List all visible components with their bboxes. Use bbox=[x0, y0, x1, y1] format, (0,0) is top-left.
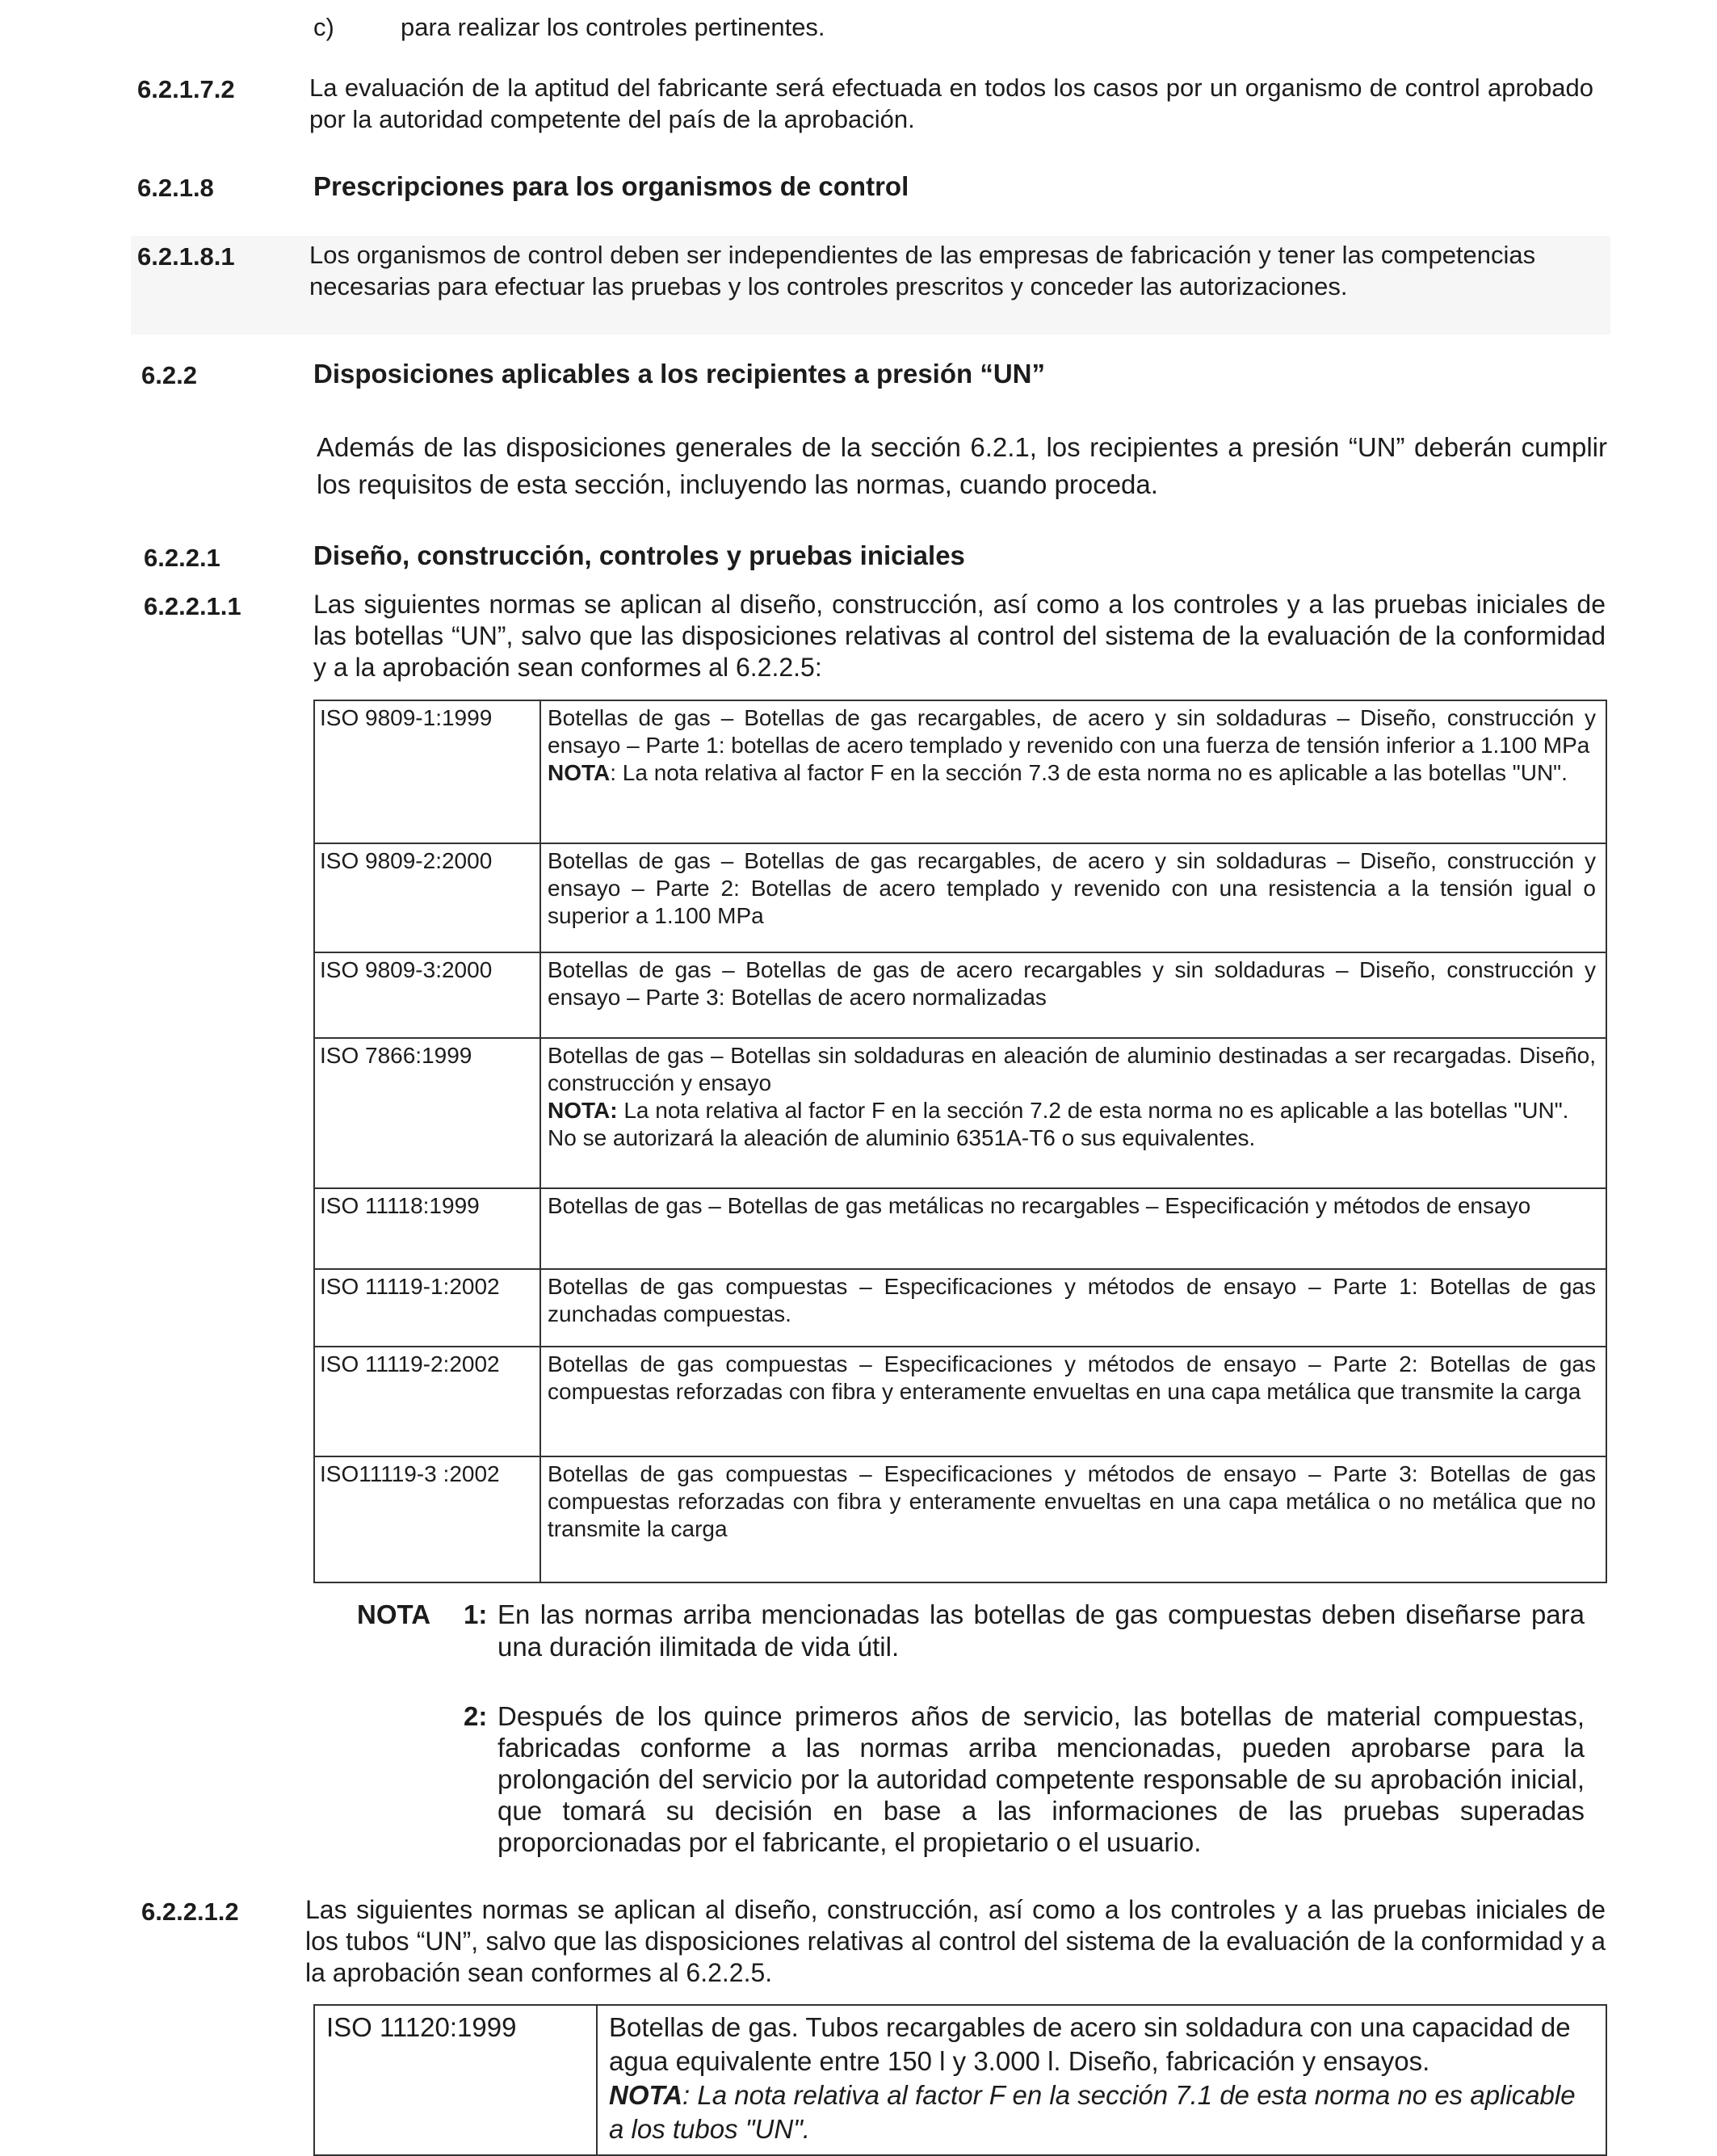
description-text: Botellas de gas – Botellas sin soldaduras en aleación de aluminio destinadas a ser recargadas. Diseño, construcción y ensayo bbox=[548, 1043, 1596, 1095]
note-text: : La nota relativa al factor F en la sección 7.1 de esta norma no es aplicable a los tubos "UN". bbox=[609, 2080, 1576, 2144]
standard-code: ISO 7866:1999 bbox=[314, 1038, 540, 1188]
standard-description bbox=[597, 2005, 1606, 2155]
description-text: Botellas de gas – Botellas de gas recargables, de acero y sin soldaduras – Diseño, construcción y ensayo – Parte 1: botellas de acero templado y revenido con una fuerza de tensión inferior a 1.100 MPa bbox=[548, 705, 1596, 758]
list-item-text: para realizar los controles pertinentes. bbox=[401, 13, 825, 41]
section-heading: Diseño, construcción, controles y pruebas iniciales bbox=[313, 540, 965, 570]
standard-description bbox=[540, 1038, 1606, 1188]
table-row bbox=[314, 1456, 1606, 1582]
note-label: NOTA bbox=[548, 760, 611, 785]
section-text: La evaluación de la aptitud del fabricante será efectuada en todos los casos por un organismo de control aprobado por la autoridad competente del país de la aprobación. bbox=[309, 74, 1593, 133]
standard-description bbox=[540, 700, 1606, 843]
standard-description: Botellas de gas – Botellas de gas metálicas no recargables – Especificación y métodos de ensayo bbox=[540, 1188, 1606, 1269]
standard-description: Botellas de gas compuestas – Especificaciones y métodos de ensayo – Parte 1: Botellas de gas zunchadas compuestas. bbox=[540, 1269, 1606, 1347]
standard-code: ISO 11119-1:2002 bbox=[314, 1269, 540, 1347]
section-number: 6.2.2.1.2 bbox=[141, 1898, 239, 1926]
note-text: : La nota relativa al factor F en la sección 7.3 de esta norma no es aplicable a las botellas "UN". bbox=[610, 760, 1568, 785]
section-number: 6.2.2.1.1 bbox=[144, 592, 241, 620]
standard-code: ISO 11119-2:2002 bbox=[314, 1347, 540, 1456]
standard-description: Botellas de gas compuestas – Especificaciones y métodos de ensayo – Parte 3: Botellas de gas compuestas reforzadas con fibra y enteramente envueltas en una capa metálica o no metálica que no transmite la carga bbox=[540, 1456, 1606, 1582]
table-row bbox=[314, 843, 1606, 952]
standard-code: ISO11119-3 :2002 bbox=[314, 1456, 540, 1582]
standards-table bbox=[313, 700, 1607, 1583]
section-heading: Prescripciones para los organismos de control bbox=[313, 171, 909, 201]
section-heading: Disposiciones aplicables a los recipientes a presión “UN” bbox=[313, 359, 1045, 389]
note-number: 2: bbox=[464, 1701, 488, 1731]
section-text: Las siguientes normas se aplican al diseño, construcción, así como a los controles y a las pruebas iniciales de las botellas “UN”, salvo que las disposiciones relativas al control del sistema de la evaluación de la conformidad y a la aprobación sean conformes al 6.2.2.5: bbox=[313, 590, 1606, 682]
table-row bbox=[314, 2005, 1606, 2155]
standard-code: ISO 11120:1999 bbox=[314, 2005, 597, 2155]
list-item-label: c) bbox=[313, 13, 334, 41]
table-row bbox=[314, 1188, 1606, 1269]
section-text: Los organismos de control deben ser independientes de las empresas de fabricación y tener las competencias necesarias para efectuar las pruebas y los controles prescritos y conceder las autorizaciones. bbox=[309, 241, 1536, 300]
standard-description: Botellas de gas compuestas – Especificaciones y métodos de ensayo – Parte 2: Botellas de gas compuestas reforzadas con fibra y enteramente envueltas en una capa metálica que transmite la carga bbox=[540, 1347, 1606, 1456]
standard-code: ISO 9809-1:1999 bbox=[314, 700, 540, 843]
note-text: En las normas arriba mencionadas las botellas de gas compuestas deben diseñarse para una duración ilimitada de vida útil. bbox=[497, 1599, 1585, 1662]
section-intro: Además de las disposiciones generales de la sección 6.2.1, los recipientes a presión “UN” deberán cumplir los requisitos de esta sección, incluyendo las normas, cuando proceda. bbox=[317, 432, 1607, 499]
note-heading: NOTA bbox=[357, 1599, 431, 1629]
table-row bbox=[314, 952, 1606, 1038]
standard-code: ISO 9809-3:2000 bbox=[314, 952, 540, 1038]
table-row bbox=[314, 1038, 1606, 1188]
section-number: 6.2.2.1 bbox=[144, 544, 220, 572]
note-text: Después de los quince primeros años de servicio, las botellas de material compuestas, fabricadas conforme a las normas arriba mencionadas, pueden aprobarse para la prolongación del servicio por la autoridad competente responsable de su aprobación inicial, que tomará su decisión en base a las informaciones de las pruebas superadas proporcionadas por el fabricante, el propietario o el usuario. bbox=[497, 1701, 1585, 1857]
extra-text: No se autorizará la aleación de aluminio 6351A-T6 o sus equivalentes. bbox=[548, 1125, 1256, 1150]
section-number: 6.2.1.8 bbox=[137, 174, 214, 202]
standard-code: ISO 9809-2:2000 bbox=[314, 843, 540, 952]
note-text: La nota relativa al factor F en la sección 7.2 de esta norma no es aplicable a las botellas "UN". bbox=[617, 1098, 1569, 1123]
section-number: 6.2.2 bbox=[141, 361, 197, 389]
standard-description: Botellas de gas – Botellas de gas de acero recargables y sin soldaduras – Diseño, construcción y ensayo – Parte 3: Botellas de acero normalizadas bbox=[540, 952, 1606, 1038]
note-label: NOTA: bbox=[548, 1098, 618, 1123]
section-number: 6.2.1.8.1 bbox=[137, 242, 235, 271]
section-number: 6.2.1.7.2 bbox=[137, 75, 235, 103]
description-text: Botellas de gas. Tubos recargables de acero sin soldadura con una capacidad de agua equivalente entre 150 l y 3.000 l. Diseño, fabricación y ensayos. bbox=[609, 2012, 1571, 2076]
table-row bbox=[314, 700, 1606, 843]
table-row bbox=[314, 1347, 1606, 1456]
standard-code: ISO 11118:1999 bbox=[314, 1188, 540, 1269]
note-number: 1: bbox=[464, 1599, 488, 1629]
tubes-standards-table bbox=[313, 2004, 1607, 2156]
note-label: NOTA bbox=[609, 2080, 683, 2110]
section-text: Las siguientes normas se aplican al diseño, construcción, así como a los controles y a las pruebas iniciales de los tubos “UN”, salvo que las disposiciones relativas al control del sistema de la evaluación de la conformidad y a la aprobación sean conformes al 6.2.2.5. bbox=[305, 1895, 1606, 1987]
standard-description: Botellas de gas – Botellas de gas recargables, de acero y sin soldaduras – Diseño, construcción y ensayo – Parte 2: Botellas de acero templado y revenido con una resistencia a la tensión igual o superior a 1.100 MPa bbox=[540, 843, 1606, 952]
table-row bbox=[314, 1269, 1606, 1347]
